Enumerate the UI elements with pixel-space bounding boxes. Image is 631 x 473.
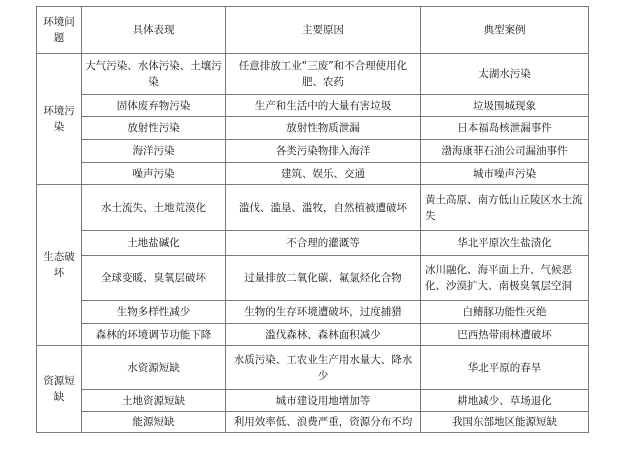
manifestation-cell: 大气污染、水体污染、土壤污染 xyxy=(82,54,226,95)
example-cell: 日本福岛核泄漏事件 xyxy=(421,117,589,140)
header-category: 环境问题 xyxy=(37,7,82,54)
example-cell: 我国东部地区能源短缺 xyxy=(421,412,589,433)
example-cell: 巴西热带雨林遭破坏 xyxy=(421,324,589,346)
example-cell: 黄土高原、南方低山丘陵区水土流失 xyxy=(421,185,589,231)
example-cell: 城市噪声污染 xyxy=(421,163,589,185)
table-row xyxy=(37,185,589,231)
cause-cell: 不合理的灌溉等 xyxy=(226,231,421,256)
table-row xyxy=(37,163,589,185)
table-row xyxy=(37,390,589,412)
example-cell: 冰川融化、海平面上升、气候恶化、沙漠扩大、南极臭氧层空洞 xyxy=(421,256,589,301)
table-row xyxy=(37,324,589,346)
manifestation-cell: 海洋污染 xyxy=(82,140,226,163)
table-row xyxy=(37,95,589,117)
category-resource-shortage: 资源短缺 xyxy=(37,346,82,433)
header-row xyxy=(37,7,589,54)
example-cell: 渤海康菲石油公司漏油事件 xyxy=(421,140,589,163)
manifestation-cell: 固体废弃物污染 xyxy=(82,95,226,117)
cause-cell: 任意排放工业“三废”和不合理使用化肥、农药 xyxy=(226,54,421,95)
cause-cell: 利用效率低、浪费严重，资源分布不均 xyxy=(226,412,421,433)
table-row xyxy=(37,140,589,163)
cause-cell: 放射性物质泄漏 xyxy=(226,117,421,140)
header-example: 典型案例 xyxy=(421,7,589,54)
cause-cell: 水质污染、工农业生产用水量大、降水少 xyxy=(226,346,421,390)
manifestation-cell: 生物多样性减少 xyxy=(82,301,226,324)
environment-problems-table xyxy=(36,6,589,433)
header-manifestation: 具体表现 xyxy=(82,7,226,54)
table-row xyxy=(37,54,589,95)
cause-cell: 滥伐、滥垦、滥牧，自然植被遭破坏 xyxy=(226,185,421,231)
example-cell: 华北平原的春旱 xyxy=(421,346,589,390)
cause-cell: 各类污染物排入海洋 xyxy=(226,140,421,163)
example-cell: 华北平原次生盐渍化 xyxy=(421,231,589,256)
header-cause: 主要原因 xyxy=(226,7,421,54)
table-row xyxy=(37,117,589,140)
category-eco-damage: 生态破坏 xyxy=(37,185,82,346)
manifestation-cell: 水资源短缺 xyxy=(82,346,226,390)
table-row xyxy=(37,346,589,390)
manifestation-cell: 土地盐碱化 xyxy=(82,231,226,256)
cause-cell: 滥伐森林、森林面积减少 xyxy=(226,324,421,346)
cause-cell: 生物的生存环境遭破坏，过度捕猎 xyxy=(226,301,421,324)
category-env-pollution: 环境污染 xyxy=(37,54,82,185)
manifestation-cell: 能源短缺 xyxy=(82,412,226,433)
example-cell: 垃圾围城现象 xyxy=(421,95,589,117)
example-cell: 太湖水污染 xyxy=(421,54,589,95)
table-row xyxy=(37,412,589,433)
cause-cell: 建筑、娱乐、交通 xyxy=(226,163,421,185)
table-row xyxy=(37,301,589,324)
example-cell: 白鳍豚功能性灭绝 xyxy=(421,301,589,324)
manifestation-cell: 放射性污染 xyxy=(82,117,226,140)
manifestation-cell: 噪声污染 xyxy=(82,163,226,185)
manifestation-cell: 全球变暖、臭氧层破坏 xyxy=(82,256,226,301)
table-row xyxy=(37,256,589,301)
table-row xyxy=(37,231,589,256)
manifestation-cell: 森林的环境调节功能下降 xyxy=(82,324,226,346)
cause-cell: 生产和生活中的大量有害垃圾 xyxy=(226,95,421,117)
manifestation-cell: 水土流失、土地荒漠化 xyxy=(82,185,226,231)
cause-cell: 城市建设用地增加等 xyxy=(226,390,421,412)
manifestation-cell: 土地资源短缺 xyxy=(82,390,226,412)
example-cell: 耕地减少、草场退化 xyxy=(421,390,589,412)
cause-cell: 过量排放二氧化碳、氟氯烃化合物 xyxy=(226,256,421,301)
